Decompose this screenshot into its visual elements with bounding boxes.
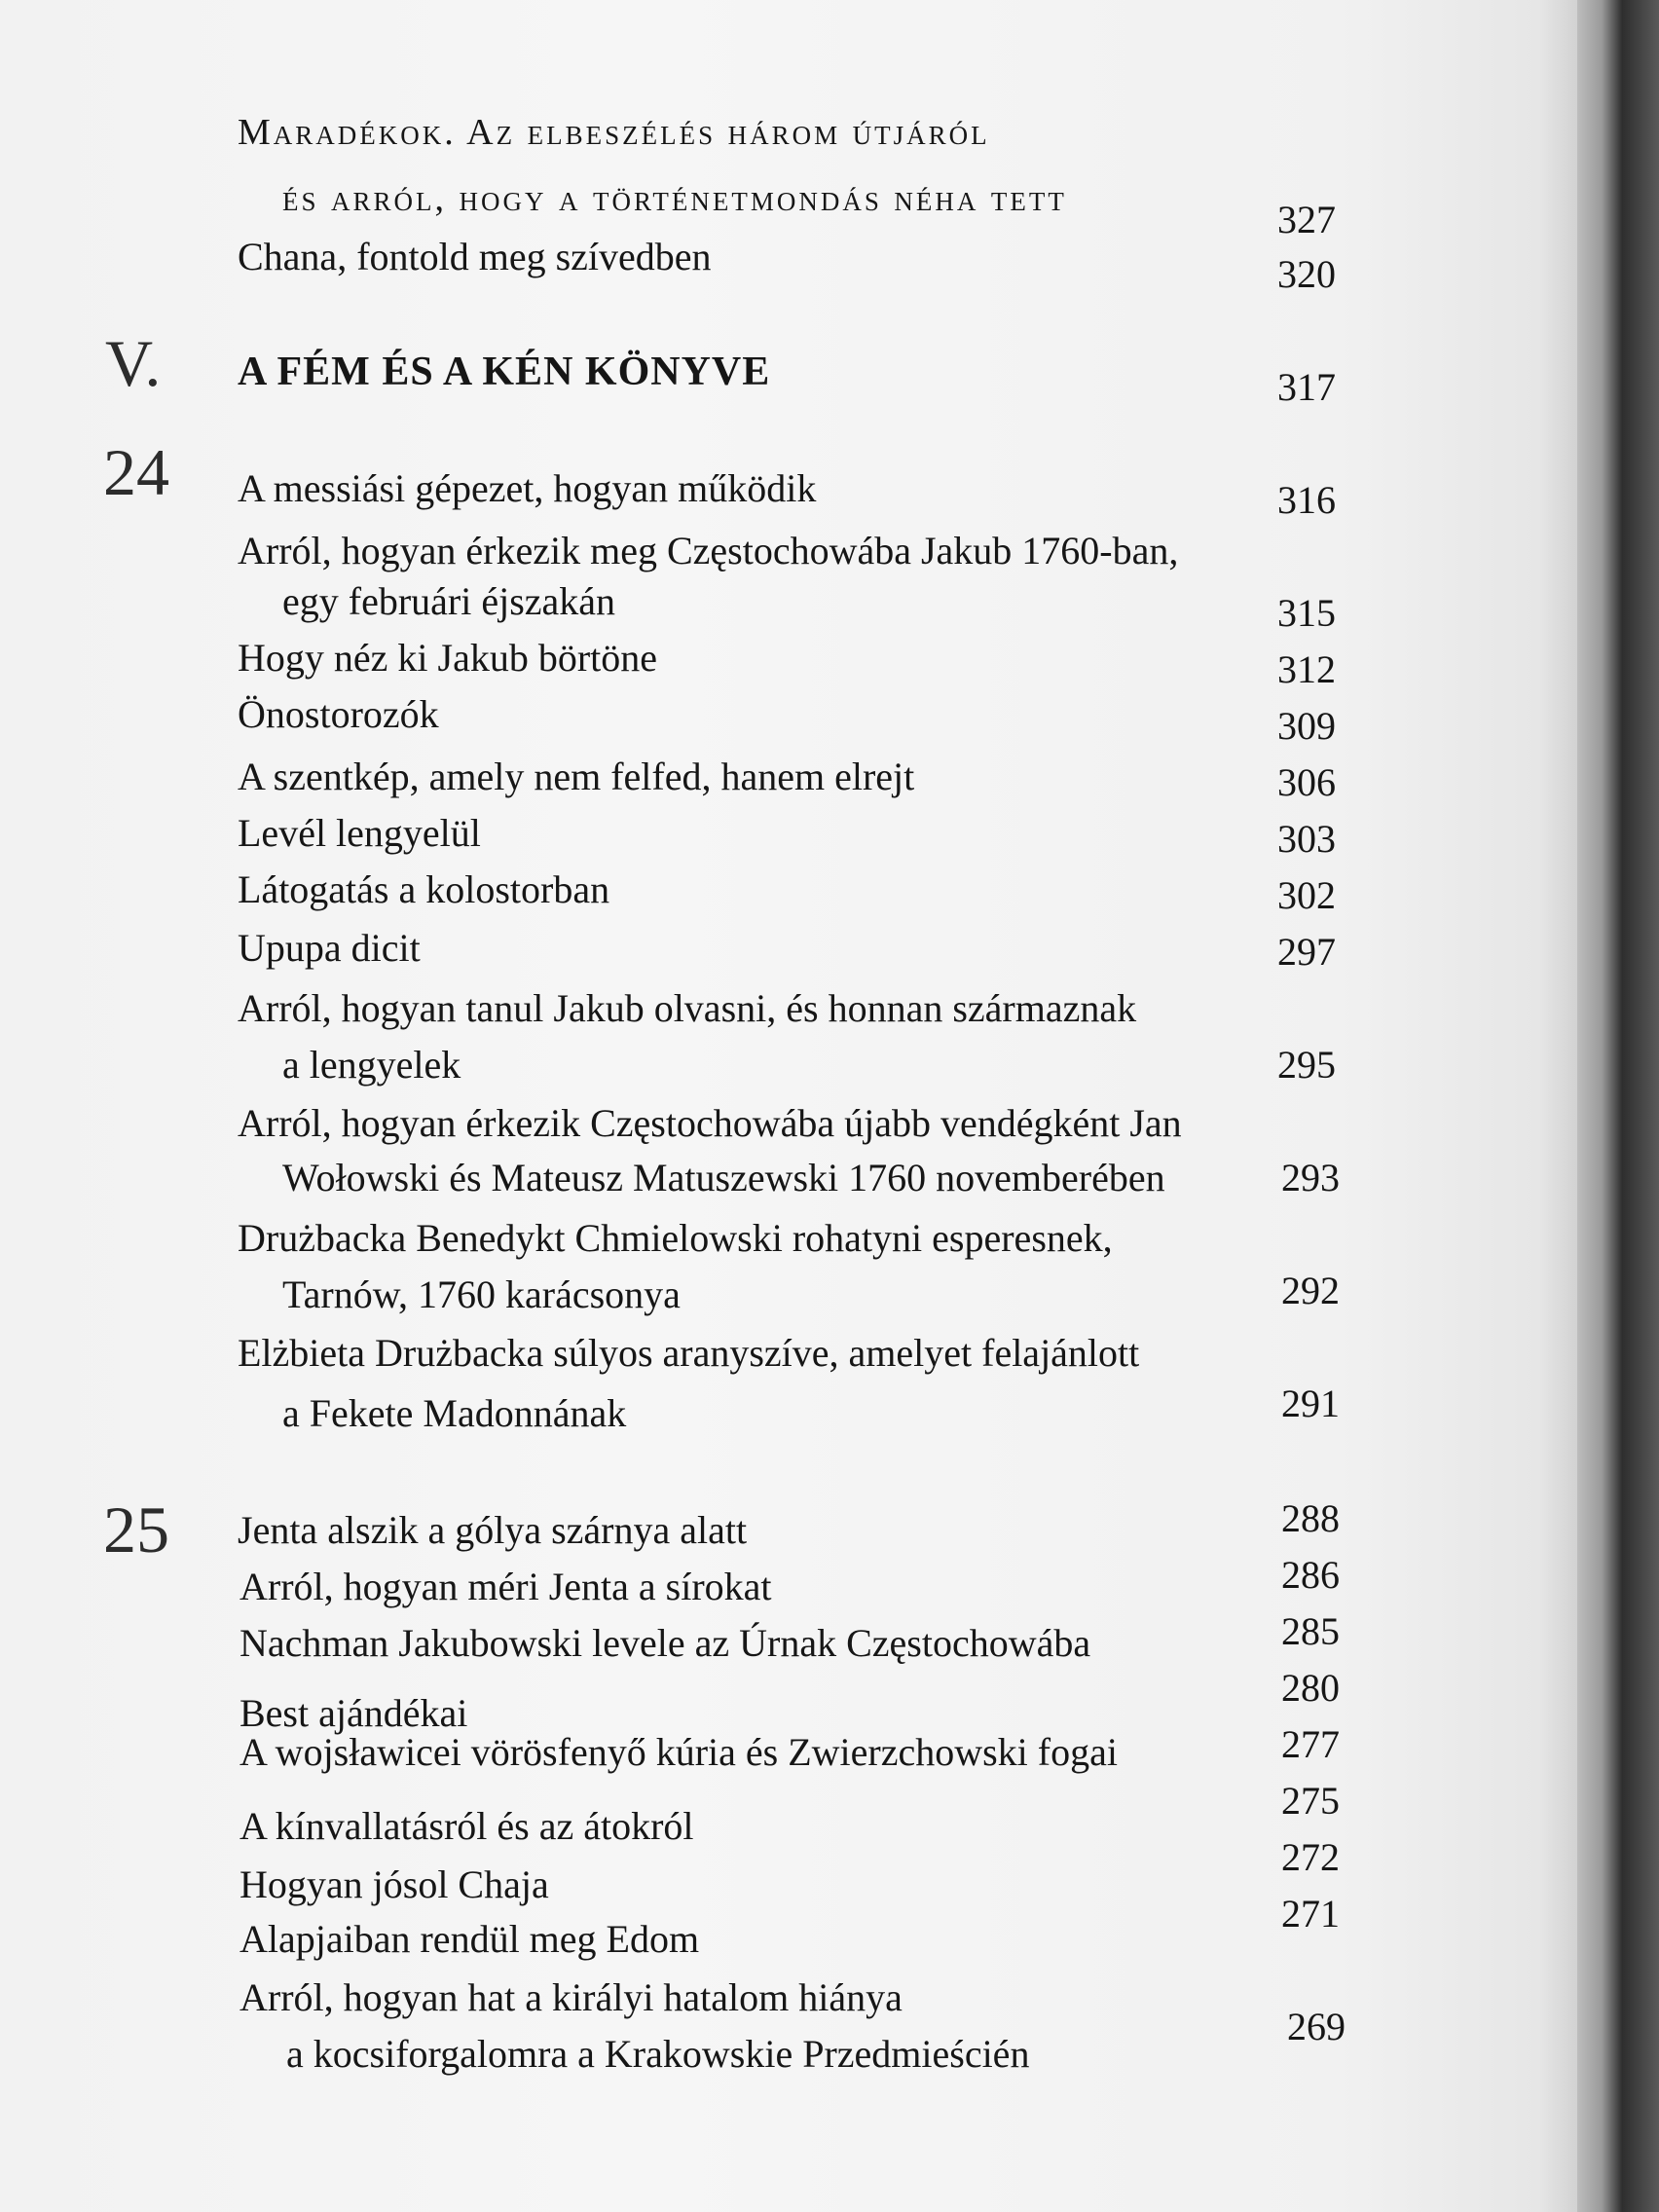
toc-entry-page: 315 bbox=[1277, 591, 1336, 635]
toc-entry-title: a lengyelek bbox=[282, 1043, 461, 1087]
toc-entry-title: a kocsiforgalomra a Krakowskie Przedmieścién bbox=[286, 2032, 1030, 2076]
toc-entry-title: Maradékok. Az elbeszélés három útjáról bbox=[238, 112, 990, 153]
toc-entry-page: 320 bbox=[1277, 252, 1336, 296]
toc-entry-page: 327 bbox=[1277, 198, 1336, 241]
toc-entry-title: a Fekete Madonnának bbox=[282, 1391, 627, 1435]
toc-entry-title: Jenta alszik a gólya szárnya alatt bbox=[238, 1508, 748, 1552]
toc-entry-title: egy februári éjszakán bbox=[282, 579, 616, 623]
section-title: A FÉM ÉS A KÉN KÖNYVE bbox=[238, 350, 771, 394]
toc-entry-title: Alapjaiban rendül meg Edom bbox=[240, 1917, 700, 1961]
toc-entry-title: A szentkép, amely nem felfed, hanem elrejt bbox=[238, 755, 915, 798]
toc-entry-title: Arról, hogyan méri Jenta a sírokat bbox=[240, 1565, 772, 1608]
toc-entry-page: 312 bbox=[1277, 647, 1336, 691]
toc-entry-title: Önostorozók bbox=[238, 692, 439, 736]
toc-entry-title: Hogy néz ki Jakub börtöne bbox=[238, 636, 658, 680]
toc-entry-page: 291 bbox=[1281, 1382, 1340, 1425]
toc-entry-title: Best ajándékai bbox=[240, 1691, 468, 1735]
toc-entry-title: és arról, hogy a történetmondás néha tett bbox=[282, 178, 1067, 219]
toc-entry-page: 297 bbox=[1277, 930, 1336, 974]
toc-entry-page: 286 bbox=[1281, 1553, 1340, 1597]
toc-entry-title: Elżbieta Drużbacka súlyos aranyszíve, amelyet felajánlott bbox=[238, 1331, 1140, 1375]
toc-entry-title: Drużbacka Benedykt Chmielowski rohatyni esperesnek, bbox=[238, 1216, 1113, 1260]
toc-entry-title: Chana, fontold meg szívedben bbox=[238, 235, 712, 278]
toc-entry-title: Levél lengyelül bbox=[238, 811, 481, 855]
chapter-marker-25: 25 bbox=[103, 1493, 169, 1567]
book-gutter bbox=[1577, 0, 1659, 2212]
toc-entry-page: 272 bbox=[1281, 1835, 1340, 1879]
toc-entry-title: Tarnów, 1760 karácsonya bbox=[282, 1272, 681, 1316]
toc-entry-page: 303 bbox=[1277, 817, 1336, 861]
toc-entry-title: Látogatás a kolostorban bbox=[238, 867, 610, 911]
toc-entry-page: 302 bbox=[1277, 873, 1336, 917]
toc-entry-title: A messiási gépezet, hogyan működik bbox=[238, 466, 817, 510]
toc-entry-title: Upupa dicit bbox=[238, 926, 421, 970]
toc-entry-page: 316 bbox=[1277, 478, 1336, 522]
toc-entry-title: Wołowski és Mateusz Matuszewski 1760 novemberében bbox=[282, 1156, 1165, 1199]
chapter-marker-24: 24 bbox=[103, 435, 169, 509]
section-title-page: 317 bbox=[1277, 365, 1336, 409]
toc-entry-page: 275 bbox=[1281, 1779, 1340, 1823]
section-marker-v: V. bbox=[105, 326, 162, 400]
toc-entry-title: Arról, hogyan tanul Jakub olvasni, és honnan származnak bbox=[238, 986, 1137, 1030]
toc-entry-page: 269 bbox=[1287, 2005, 1346, 2048]
toc-entry-title: Arról, hogyan érkezik meg Częstochowába Jakub 1760-ban, bbox=[238, 529, 1179, 572]
toc-entry-title: Arról, hogyan hat a királyi hatalom hiánya bbox=[240, 1975, 903, 2019]
toc-entry-title: A wojsławicei vörösfenyő kúria és Zwierzchowski fogai bbox=[240, 1730, 1118, 1774]
toc-entry-title: Arról, hogyan érkezik Częstochowába újabb vendégként Jan bbox=[238, 1101, 1182, 1145]
toc-entry-page: 280 bbox=[1281, 1666, 1340, 1710]
toc-entry-page: 293 bbox=[1281, 1156, 1340, 1199]
toc-entry-page: 277 bbox=[1281, 1722, 1340, 1766]
toc-entry-page: 295 bbox=[1277, 1043, 1336, 1087]
toc-entry-page: 292 bbox=[1281, 1269, 1340, 1312]
toc-entry-page: 271 bbox=[1281, 1892, 1340, 1936]
toc-entry-page: 285 bbox=[1281, 1609, 1340, 1653]
toc-entry-page: 288 bbox=[1281, 1496, 1340, 1540]
toc-entry-page: 309 bbox=[1277, 704, 1336, 748]
toc-entry-title: Hogyan jósol Chaja bbox=[240, 1862, 549, 1906]
toc-entry-page: 306 bbox=[1277, 760, 1336, 804]
toc-entry-title: Nachman Jakubowski levele az Úrnak Częstochowába bbox=[240, 1621, 1091, 1665]
toc-entry-title: A kínvallatásról és az átokról bbox=[240, 1804, 694, 1848]
